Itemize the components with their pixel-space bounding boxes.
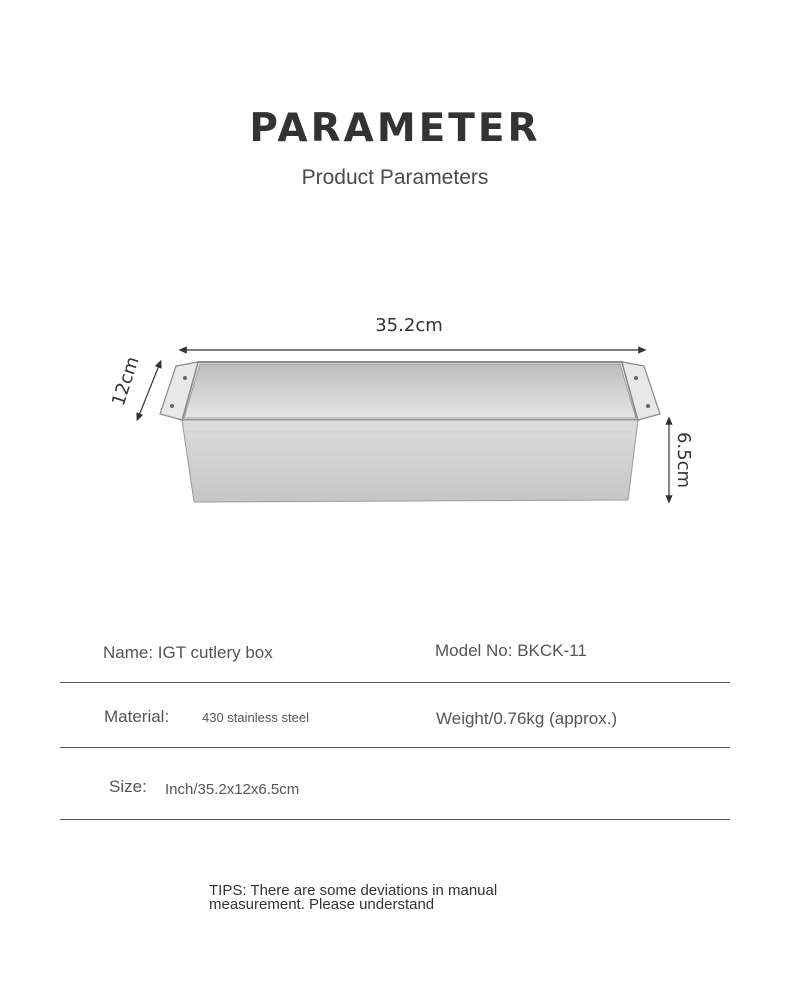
material-label: Material: [104, 707, 170, 726]
width-label: 12cm [108, 354, 144, 409]
row-divider [60, 682, 730, 683]
width-arrow [138, 363, 160, 418]
length-label: 35.2cm [375, 315, 443, 336]
model-number: Model No: BKCK-11 [435, 641, 587, 660]
product-illustration [0, 290, 790, 530]
size-value: Inch/35.2x12x6.5cm [165, 781, 300, 798]
tips-note: TIPS: There are some deviations in manual measurement. Please understand [209, 882, 498, 913]
page-subtitle: Product Parameters [301, 166, 489, 189]
height-label: 6.5cm [673, 431, 694, 489]
weight-value: Weight/0.76kg (approx.) [436, 709, 618, 728]
material-value: 430 stainless steel [202, 710, 309, 725]
row-divider [60, 747, 730, 748]
row-divider [60, 819, 730, 820]
size-label: Size: [109, 777, 147, 796]
box-inner [184, 364, 636, 418]
product-name: Name: IGT cutlery box [103, 643, 273, 662]
page-title: PARAMETER [249, 106, 541, 151]
